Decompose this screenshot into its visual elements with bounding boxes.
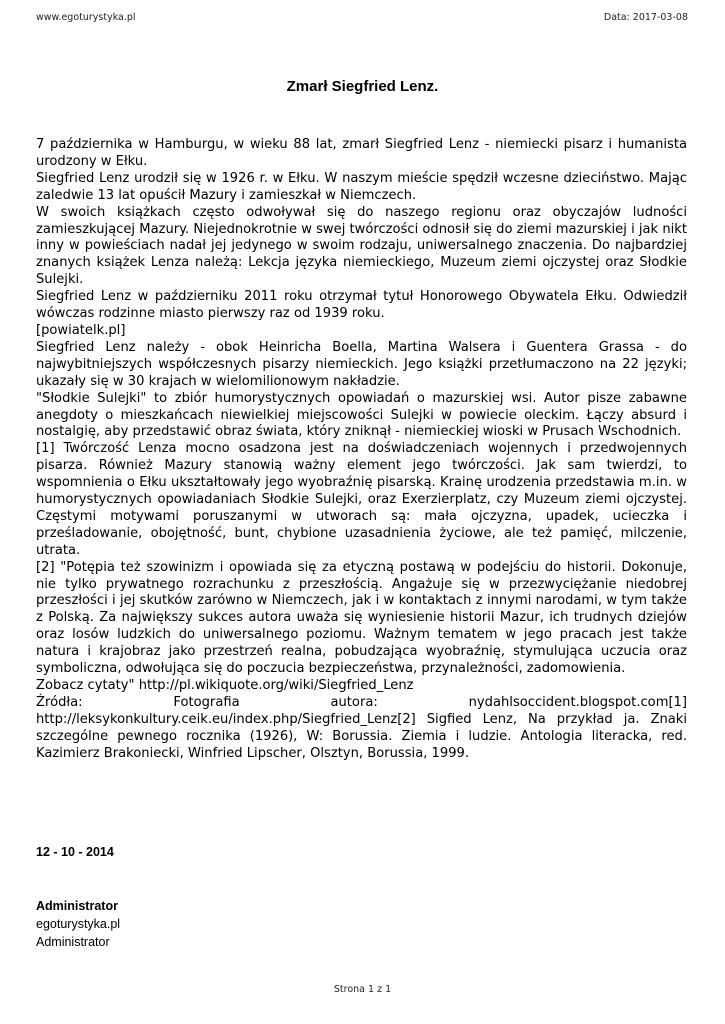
header-site-url: www.egoturystyka.pl <box>36 12 136 23</box>
author-role: Administrator <box>36 935 110 949</box>
author-site: egoturystyka.pl <box>36 917 121 931</box>
paragraph-source-tag: [powiatelk.pl] <box>36 322 126 338</box>
author-title: Administrator <box>36 899 118 913</box>
paragraph-childhood: Siegfried Lenz urodził się w 1926 r. w Ełku. W naszym mieście spędził wczesne dzieciństwo. Mając zaledwie 13 lat opuścił Mazury i zamieszkał w Niemczech. <box>36 170 687 203</box>
page-number: Strona 1 z 1 <box>333 984 392 995</box>
paragraph-sources: Źródła: Fotografia autora: nydahlsoccident.blogspot.com[1] http://leksykonkultury.ceik.eu/index.php/Siegfried_Lenz[2] Sigfied Lenz, Na przykład ja. Znaki szczególne pewnego rocznika (1926), W: Borussia. Ziemia i ludzie. Antologia literacka, red. Kazimierz Brakoniecki, Winfried Lipscher, Olsztyn, Borussia, 1999. <box>36 694 687 761</box>
paragraph-death-notice: 7 października w Hamburgu, w wieku 88 lat, zmarł Siegfried Lenz - niemiecki pisarz i humanista urodzony w Ełku. <box>36 137 687 169</box>
paragraph-work-themes: [1] Twórczość Lenza mocno osadzona jest na doświadczeniach wojennych i przedwojennych pisarza. Również Mazury stanowią ważny element jego twórczości. Jak sam twierdzi, to wspomnienia o Ełku ukształtowały jego wyobraźnię pisarską. Krainę urodzenia przedstawia m.in. w humorystycznych opowiadaniach Słodkie Sulejki, oraz Exerzierplatz, czy Muzeum ziemi ojczystej. Częstymi motywami poruszanymi w utworach są: mała ojczyzna, upadek, ucieczka i prześladowanie, obojętność, bunt, chybione uzasadnienia życiowe, ale też pamięć, milczenie, utrata. <box>36 441 687 558</box>
paragraph-honorary-citizen: Siegfried Lenz w październiku 2011 roku otrzymał tytuł Honorowego Obywatela Ełku. Odwiedził wówczas rodzinne miasto pierwszy raz od 1939 roku. <box>36 289 687 322</box>
author-block <box>36 897 120 951</box>
paragraph-translations: Siegfried Lenz należy - obok Heinricha Boella, Martina Walsera i Guentera Grassa - do najwybitniejszych współczesnych pisarzy niemieckich. Jego książki przetłumaczono na 22 języki; ukazały się w 30 krajach w wielomilionowym nakładzie. <box>36 339 687 389</box>
article-body <box>36 137 687 763</box>
paragraph-books: W swoich książkach często odwoływał się do naszego regionu oraz obyczajów ludności zamieszkującej Mazury. Niejednokrotnie w swej twórczości odnosił się do ziemi mazurskiej i jak nikt inny w powieściach nadał jej jedynego w swoim rodzaju, uniwersalnego znaczenia. Do najbardziej znanych książek Lenza należą: Lekcja języka niemieckiego, Muzeum ziemi ojczystej oraz Słodkie Sulejki. <box>36 204 687 288</box>
publish-date: 12 - 10 - 2014 <box>36 845 114 859</box>
article-title: Zmarł Siegfried Lenz. <box>286 78 439 95</box>
header-date: Data: 2017-03-08 <box>603 12 688 23</box>
paragraph-quotes-link: Zobacz cytaty" http://pl.wikiquote.org/wiki/Siegfried_Lenz <box>36 678 414 693</box>
paragraph-slodkie-sulejki: "Słodkie Sulejki" to zbiór humorystycznych opowiadań o mazurskiej wsi. Autor pisze zabawne anegdoty o mieszkańcach niewielkiej miejscowości Sulejki w powiecie oleckim. Łączy absurd i nostalgię, aby przedstawić obraz świata, który zniknął - niemieckiej wioski w Prusach Wschodnich. <box>36 390 687 440</box>
paragraph-history-stance: [2] "Potępia też szowinizm i opowiada się za etyczną postawą w podejściu do historii. Dokonuje, nie tylko prywatnego rozrachunku z przeszłością. Angażuje się w przezwyciężanie niedobrej przeszłości i jej skutków zarówno w Niemczech, jak i w kontaktach z innymi narodami, w tym także z Polską. Za największy sukces autora uważa się wyniesienie historii Mazur, ich trudnych dziejów oraz losów ludzkich do uniwersalnego poziomu. Ważnym tematem w jego pracach jest także natura i krajobraz jako przestrzeń realna, pobudzająca wyobraźnię, stymulująca uczucia oraz symboliczna, odwołująca się do poczucia bezpieczeństwa, przynależności, zadomowienia. <box>36 559 687 677</box>
